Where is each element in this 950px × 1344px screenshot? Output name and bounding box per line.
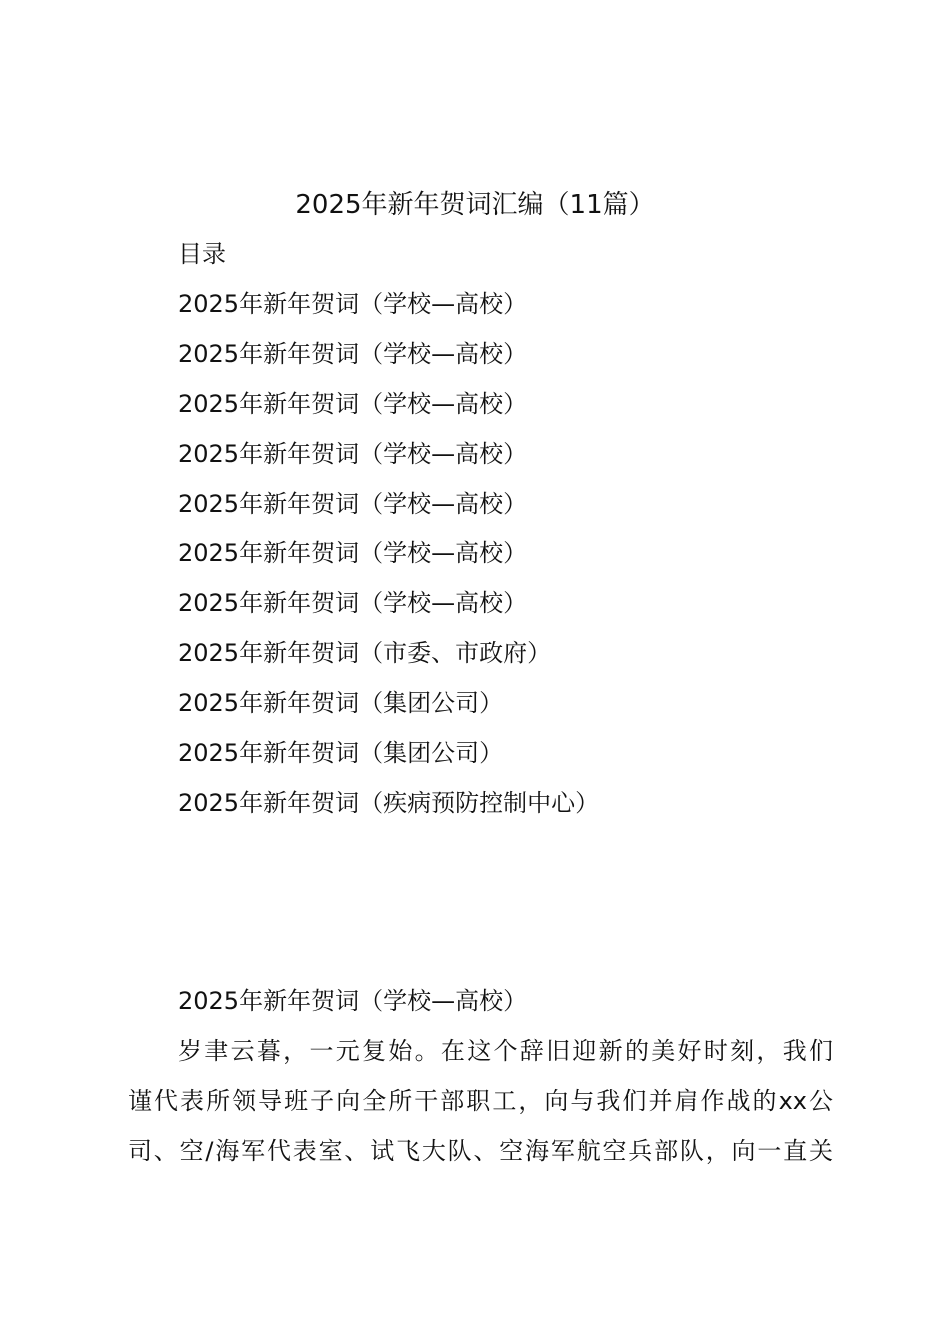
toc-item: 2025年新年贺词（学校—高校） xyxy=(178,439,528,468)
body-paragraph xyxy=(128,1033,833,1183)
toc-item: 2025年新年贺词（疾病预防控制中心） xyxy=(178,788,600,817)
body-line: 岁聿云暮，一元复始。在这个辞旧迎新的美好时刻，我们 xyxy=(178,1037,833,1065)
toc-item: 2025年新年贺词（学校—高校） xyxy=(178,339,528,368)
toc-item: 2025年新年贺词（市委、市政府） xyxy=(178,639,552,668)
toc-item: 2025年新年贺词（学校—高校） xyxy=(178,539,528,568)
body-line: 司、空/海军代表室、试飞大队、空海军航空兵部队，向一直关 xyxy=(128,1137,833,1165)
toc-item: 2025年新年贺词（学校—高校） xyxy=(178,589,528,618)
section-title: 2025年新年贺词（学校—高校） xyxy=(178,987,528,1015)
toc-item: 2025年新年贺词（集团公司） xyxy=(178,689,504,718)
toc-item: 2025年新年贺词（学校—高校） xyxy=(178,489,528,518)
toc-item: 2025年新年贺词（学校—高校） xyxy=(178,389,528,418)
document-title: 2025年新年贺词汇编（11篇） xyxy=(295,190,655,220)
body-line: 谨代表所领导班子向全所干部职工，向与我们并肩作战的xx公 xyxy=(128,1087,833,1115)
toc-heading: 目录 xyxy=(178,240,226,268)
toc-item: 2025年新年贺词（学校—高校） xyxy=(178,290,528,318)
toc-item: 2025年新年贺词（集团公司） xyxy=(178,739,504,768)
table-of-contents xyxy=(178,286,599,835)
